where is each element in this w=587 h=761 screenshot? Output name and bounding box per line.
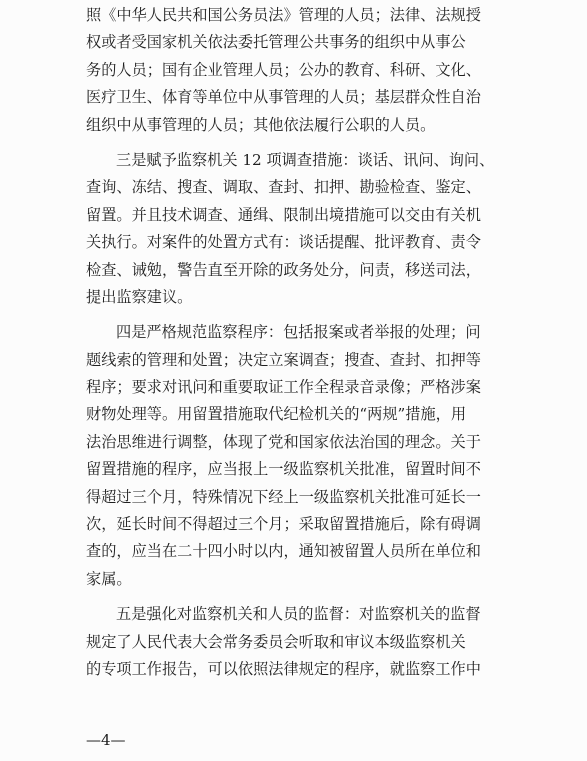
text-line: 得超过三个月，特殊情况下经上一级监察机关批准可延长一 — [86, 487, 481, 506]
text-line: 查询、冻结、搜查、调取、查封、扣押、勘验检查、鉴定、 — [86, 178, 481, 197]
paragraph-gap — [86, 311, 526, 319]
paragraph-gap — [86, 139, 526, 147]
text-line: 规定了人民代表大会常务委员会听取和审议本级监察机关 — [86, 632, 466, 651]
text-line: 的专项工作报告，可以依照法律规定的程序，就监察工作中 — [86, 659, 481, 678]
text-line: 权或者受国家机关依法委托管理公共事务的组织中从事公 — [86, 33, 466, 52]
paragraph-first-line: 三是赋予监察机关 12 项调查措施：谈话、讯问、询问、 — [116, 150, 495, 169]
text-line: 组织中从事管理的人员；其他依法履行公职的人员。 — [86, 115, 436, 134]
page-number: —4— — [86, 731, 126, 749]
paragraph-first-line: 四是严格规范监察程序：包括报案或者举报的处理；问 — [116, 323, 481, 342]
text-line: 次，延长时间不得超过三个月；采取留置措施后，除有碍调 — [86, 515, 481, 534]
text-line: 留置。并且技术调查、通缉、限制出境措施可以交由有关机 — [86, 205, 481, 224]
text-line: 程序；要求对讯问和重要取证工作全程录音录像；严格涉案 — [86, 378, 481, 397]
body-text — [86, 2, 526, 683]
text-line: 家属。 — [86, 569, 132, 588]
text-line: 照《中华人民共和国公务员法》管理的人员；法律、法规授 — [86, 6, 481, 24]
text-line: 提出监察建议。 — [86, 287, 193, 306]
text-line: 留置措施的程序，应当报上一级监察机关批准，留置时间不 — [86, 460, 481, 479]
text-line: 题线索的管理和处置；决定立案调查；搜查、查封、扣押等 — [86, 350, 481, 369]
text-line: 关执行。对案件的处置方式有：谈话提醒、批评教育、责令 — [86, 233, 481, 252]
text-line: 务的人员；国有企业管理人员；公办的教育、科研、文化、 — [86, 60, 481, 79]
text-line: 检查、诫勉，警告直至开除的政务处分，问责，移送司法， — [86, 260, 481, 279]
text-line: 查的，应当在二十四小时以内，通知被留置人员所在单位和 — [86, 542, 481, 561]
text-line: 法治思维进行调整，体现了党和国家依法治国的理念。关于 — [86, 432, 481, 451]
text-line: 医疗卫生、体育等单位中从事管理的人员；基层群众性自治 — [86, 88, 481, 107]
paragraph-first-line: 五是强化对监察机关和人员的监督：对监察机关的监督 — [116, 605, 481, 624]
text-line: 财物处理等。用留置措施取代纪检机关的“两规”措施，用 — [86, 405, 467, 424]
paragraph-gap — [86, 593, 526, 601]
